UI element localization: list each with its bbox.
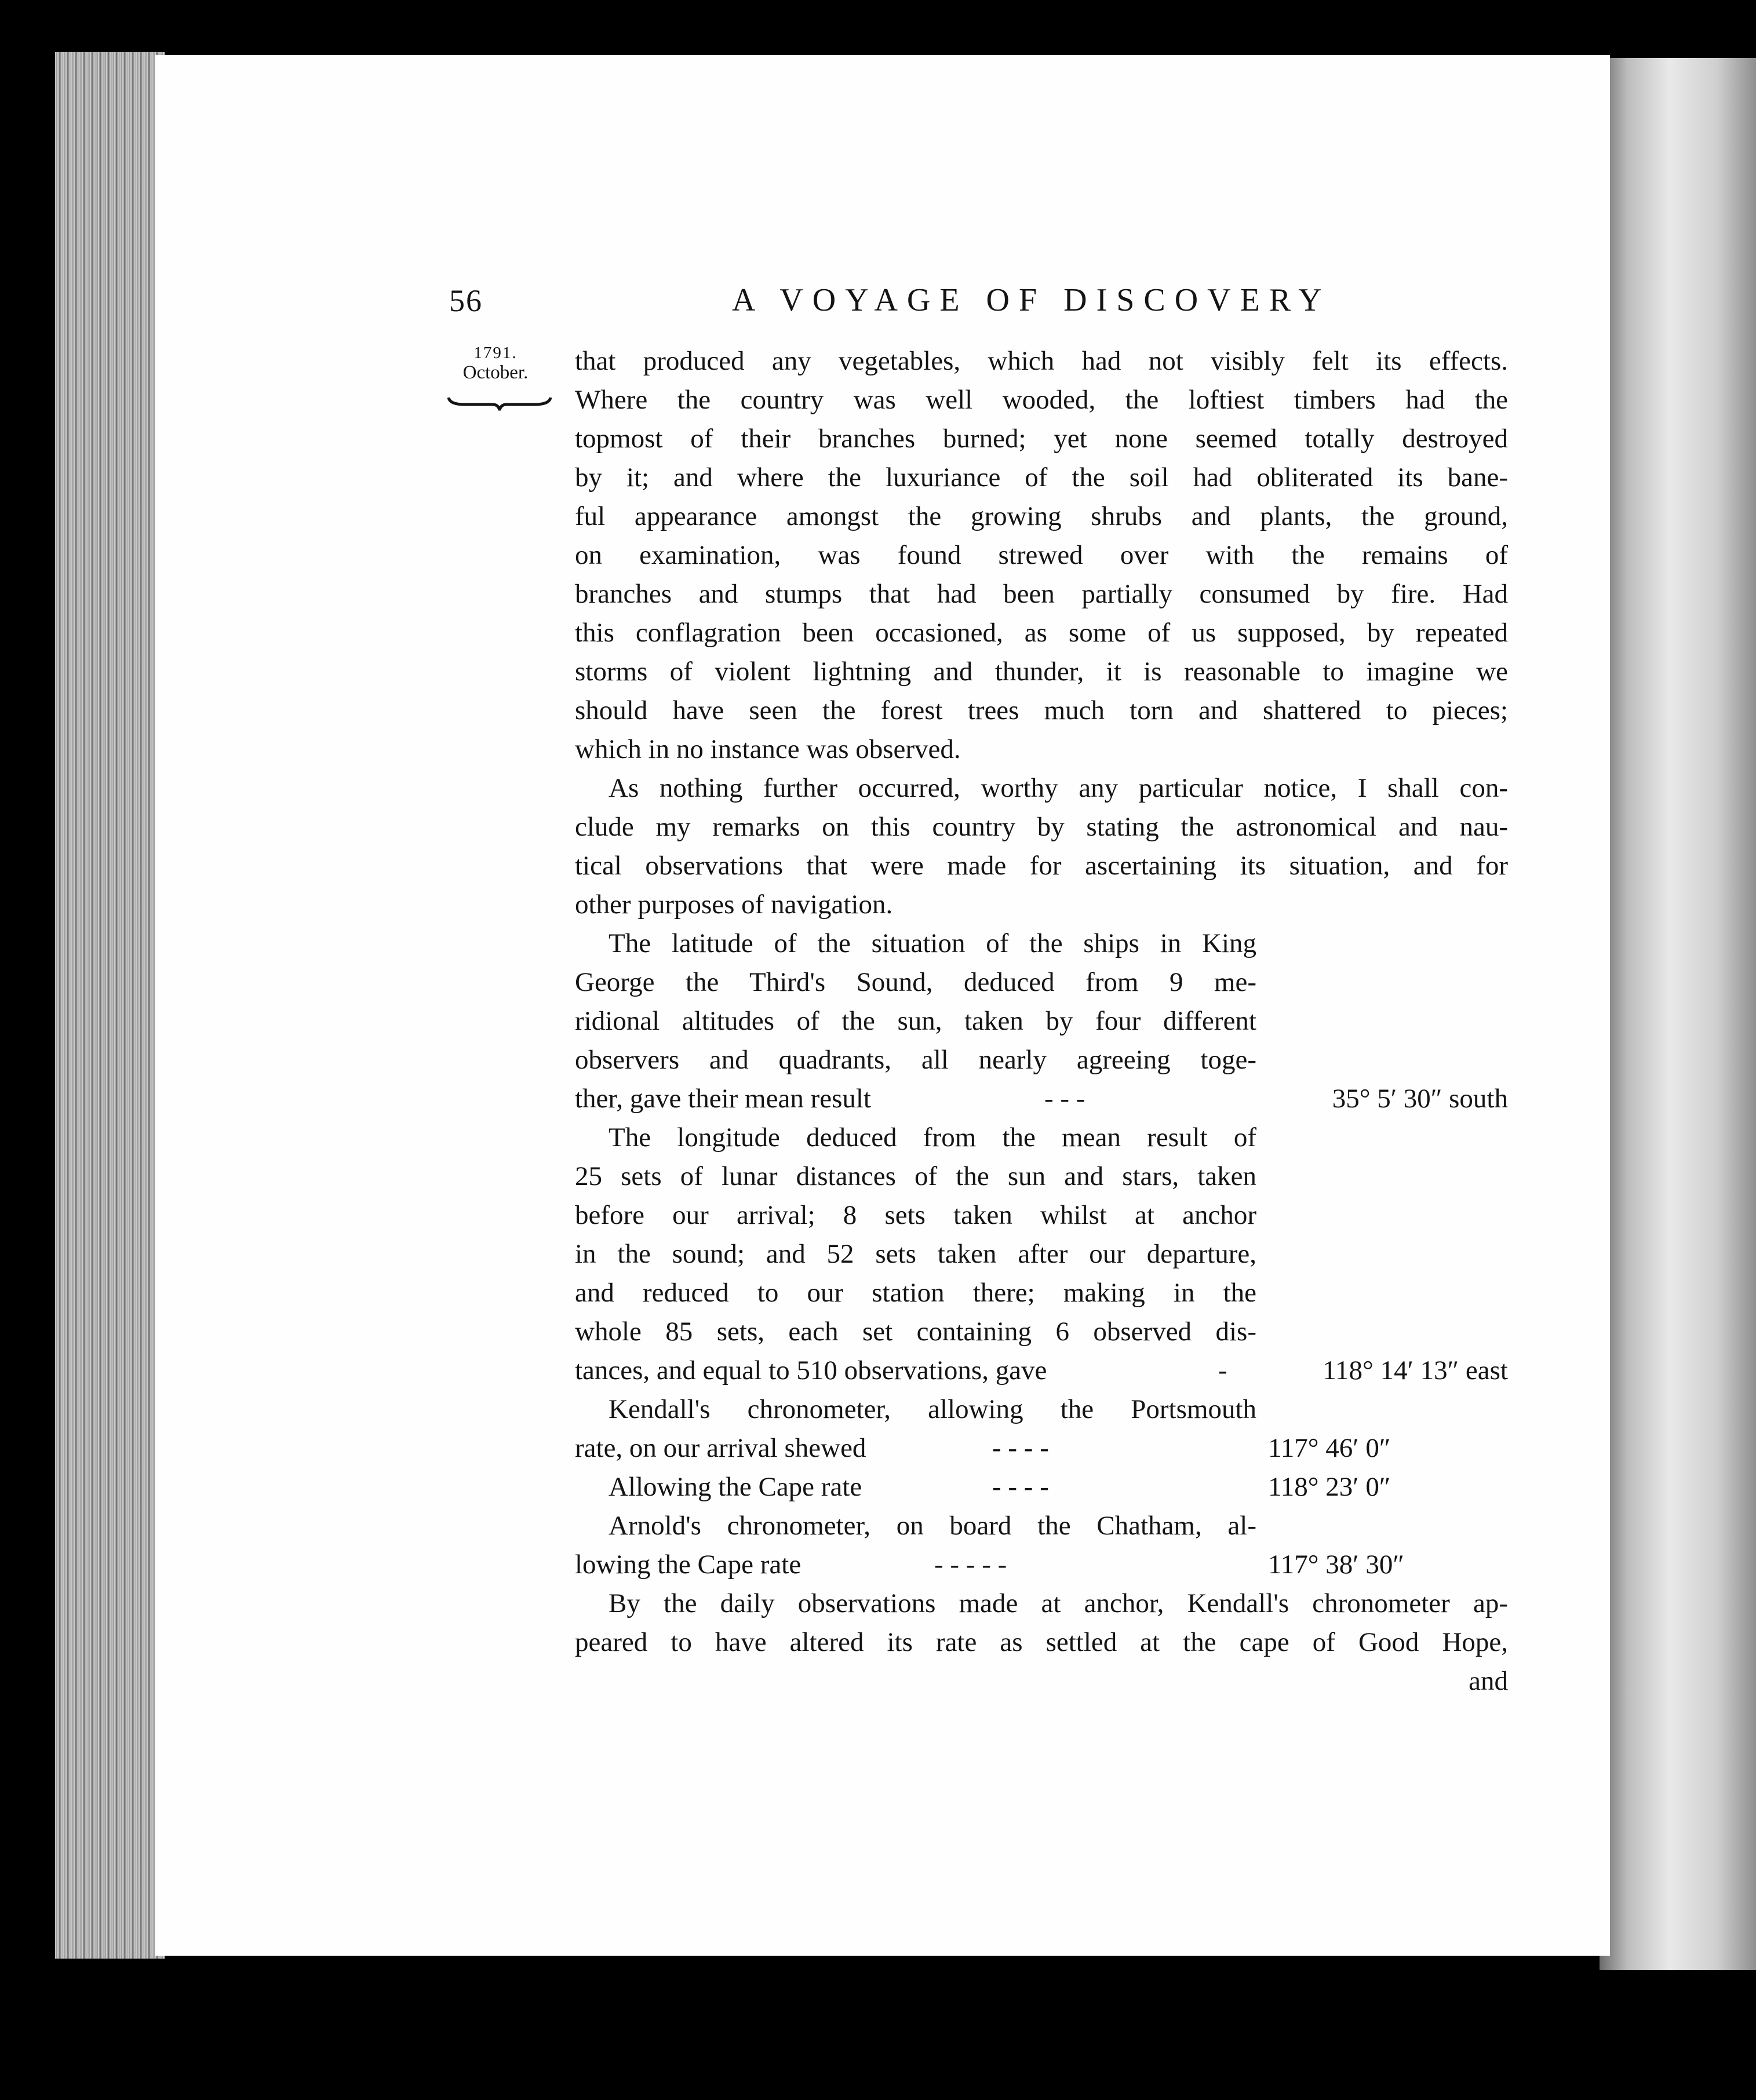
latitude-row [575,924,1508,963]
dot-leader: - - - - - [934,1550,1007,1580]
text-line [575,1080,1256,1118]
text-line: 25 sets of lunar distances of the sun and stars, taken [575,1161,1256,1191]
kendall-cape-row [575,1468,1508,1507]
kendall-cape-value: 118° 23′ 0″ [1268,1472,1391,1502]
text-line [575,1351,1256,1390]
latitude-row [575,963,1508,1002]
longitude-row [575,1118,1508,1157]
margin-date-note [446,343,545,382]
text-line: tical observations that were made for ascertaining its situation, and for [575,851,1508,881]
longitude-value: 118° 14′ 13″ east [1323,1355,1508,1386]
dot-leader: - - - - [992,1472,1049,1502]
text-line: By the daily observations made at anchor, Kendall's chronometer ap- [609,1588,1508,1618]
margin-brace [447,394,552,411]
latitude-row [575,1041,1508,1080]
latitude-row [575,1080,1508,1118]
text-line: George the Third's Sound, deduced from 9 me- [575,967,1256,997]
text-line: ridional altitudes of the sun, taken by four different [575,1006,1256,1036]
text-line: The longitude deduced from the mean result of [609,1122,1256,1153]
dot-leader: - - - [1044,1084,1085,1114]
text-line: on examination, was found strewed over with the remains of [575,540,1508,570]
text-line: The latitude of the situation of the ships in King [609,928,1256,958]
text-line: peared to have altered its rate as settled at the cape of Good Hope, [575,1627,1508,1657]
longitude-row [575,1351,1508,1390]
text-line: ful appearance amongst the growing shrubs and plants, the ground, [575,501,1508,531]
text-line: other purposes of navigation. [575,889,893,920]
text-line: Kendall's chronometer, allowing the Portsmouth [609,1394,1256,1424]
longitude-row [575,1312,1508,1351]
page-number: 56 [449,283,483,318]
catchword: and [1469,1666,1508,1696]
text-line: As nothing further occurred, worthy any particular notice, I shall con- [609,773,1508,803]
dot-leader: - - - - [992,1433,1049,1463]
latitude-row [575,1002,1508,1041]
text-line: and reduced to our station there; making in the [575,1278,1256,1308]
running-title: A VOYAGE OF DISCOVERY [732,282,1331,318]
arnold-value: 117° 38′ 30″ [1268,1550,1404,1580]
text-line: that produced any vegetables, which had not visibly felt its effects. [575,346,1508,376]
text-line: in the sound; and 52 sets taken after our departure, [575,1239,1256,1269]
text-line: Where the country was well wooded, the loftiest timbers had the [575,385,1508,415]
longitude-label: tances, and equal to 510 observations, gave [575,1355,1047,1386]
kendall-label: rate, on our arrival shewed [575,1433,866,1463]
arnold-row [575,1545,1508,1584]
longitude-row [575,1274,1508,1312]
arnold-label: lowing the Cape rate [575,1550,802,1580]
dot-leader: - [1218,1355,1227,1386]
facing-page-shadow [1600,58,1756,1970]
latitude-label: ther, gave their mean result [575,1084,871,1114]
margin-year: 1791. [473,344,518,362]
text-line: storms of violent lightning and thunder, it is reasonable to imagine we [575,657,1508,687]
text-line: observers and quadrants, all nearly agreeing toge- [575,1045,1256,1075]
kendall-row [575,1429,1508,1468]
latitude-value: 35° 5′ 30″ south [1332,1084,1508,1114]
text-line: before our arrival; 8 sets taken whilst at anchor [575,1200,1256,1230]
text-line: which in no instance was observed. [575,734,961,764]
kendall-row [575,1390,1508,1429]
text-line: branches and stumps that had been partially consumed by fire. Had [575,579,1508,609]
kendall-value: 117° 46′ 0″ [1268,1433,1391,1463]
text-line: whole 85 sets, each set containing 6 observed dis- [575,1317,1256,1347]
book-page-edges [55,52,165,1959]
kendall-cape-label: Allowing the Cape rate [609,1472,862,1502]
text-line: by it; and where the luxuriance of the soil had obliterated its bane- [575,462,1508,493]
margin-month: October. [462,362,529,383]
text-line: Arnold's chronometer, on board the Chatham, al- [609,1511,1256,1541]
text-line: this conflagration been occasioned, as some of us supposed, by repeated [575,618,1508,648]
text-line [575,1429,1256,1468]
text-line: clude my remarks on this country by stating the astronomical and nau- [575,812,1508,842]
longitude-row [575,1196,1508,1235]
arnold-row [575,1507,1508,1545]
body-text [575,342,1508,1701]
text-line: should have seen the forest trees much torn and shattered to pieces; [575,695,1508,725]
longitude-row [575,1235,1508,1274]
text-line [575,1545,1256,1584]
text-line [575,1468,1256,1507]
text-line: topmost of their branches burned; yet none seemed totally destroyed [575,424,1508,454]
longitude-row [575,1157,1508,1196]
